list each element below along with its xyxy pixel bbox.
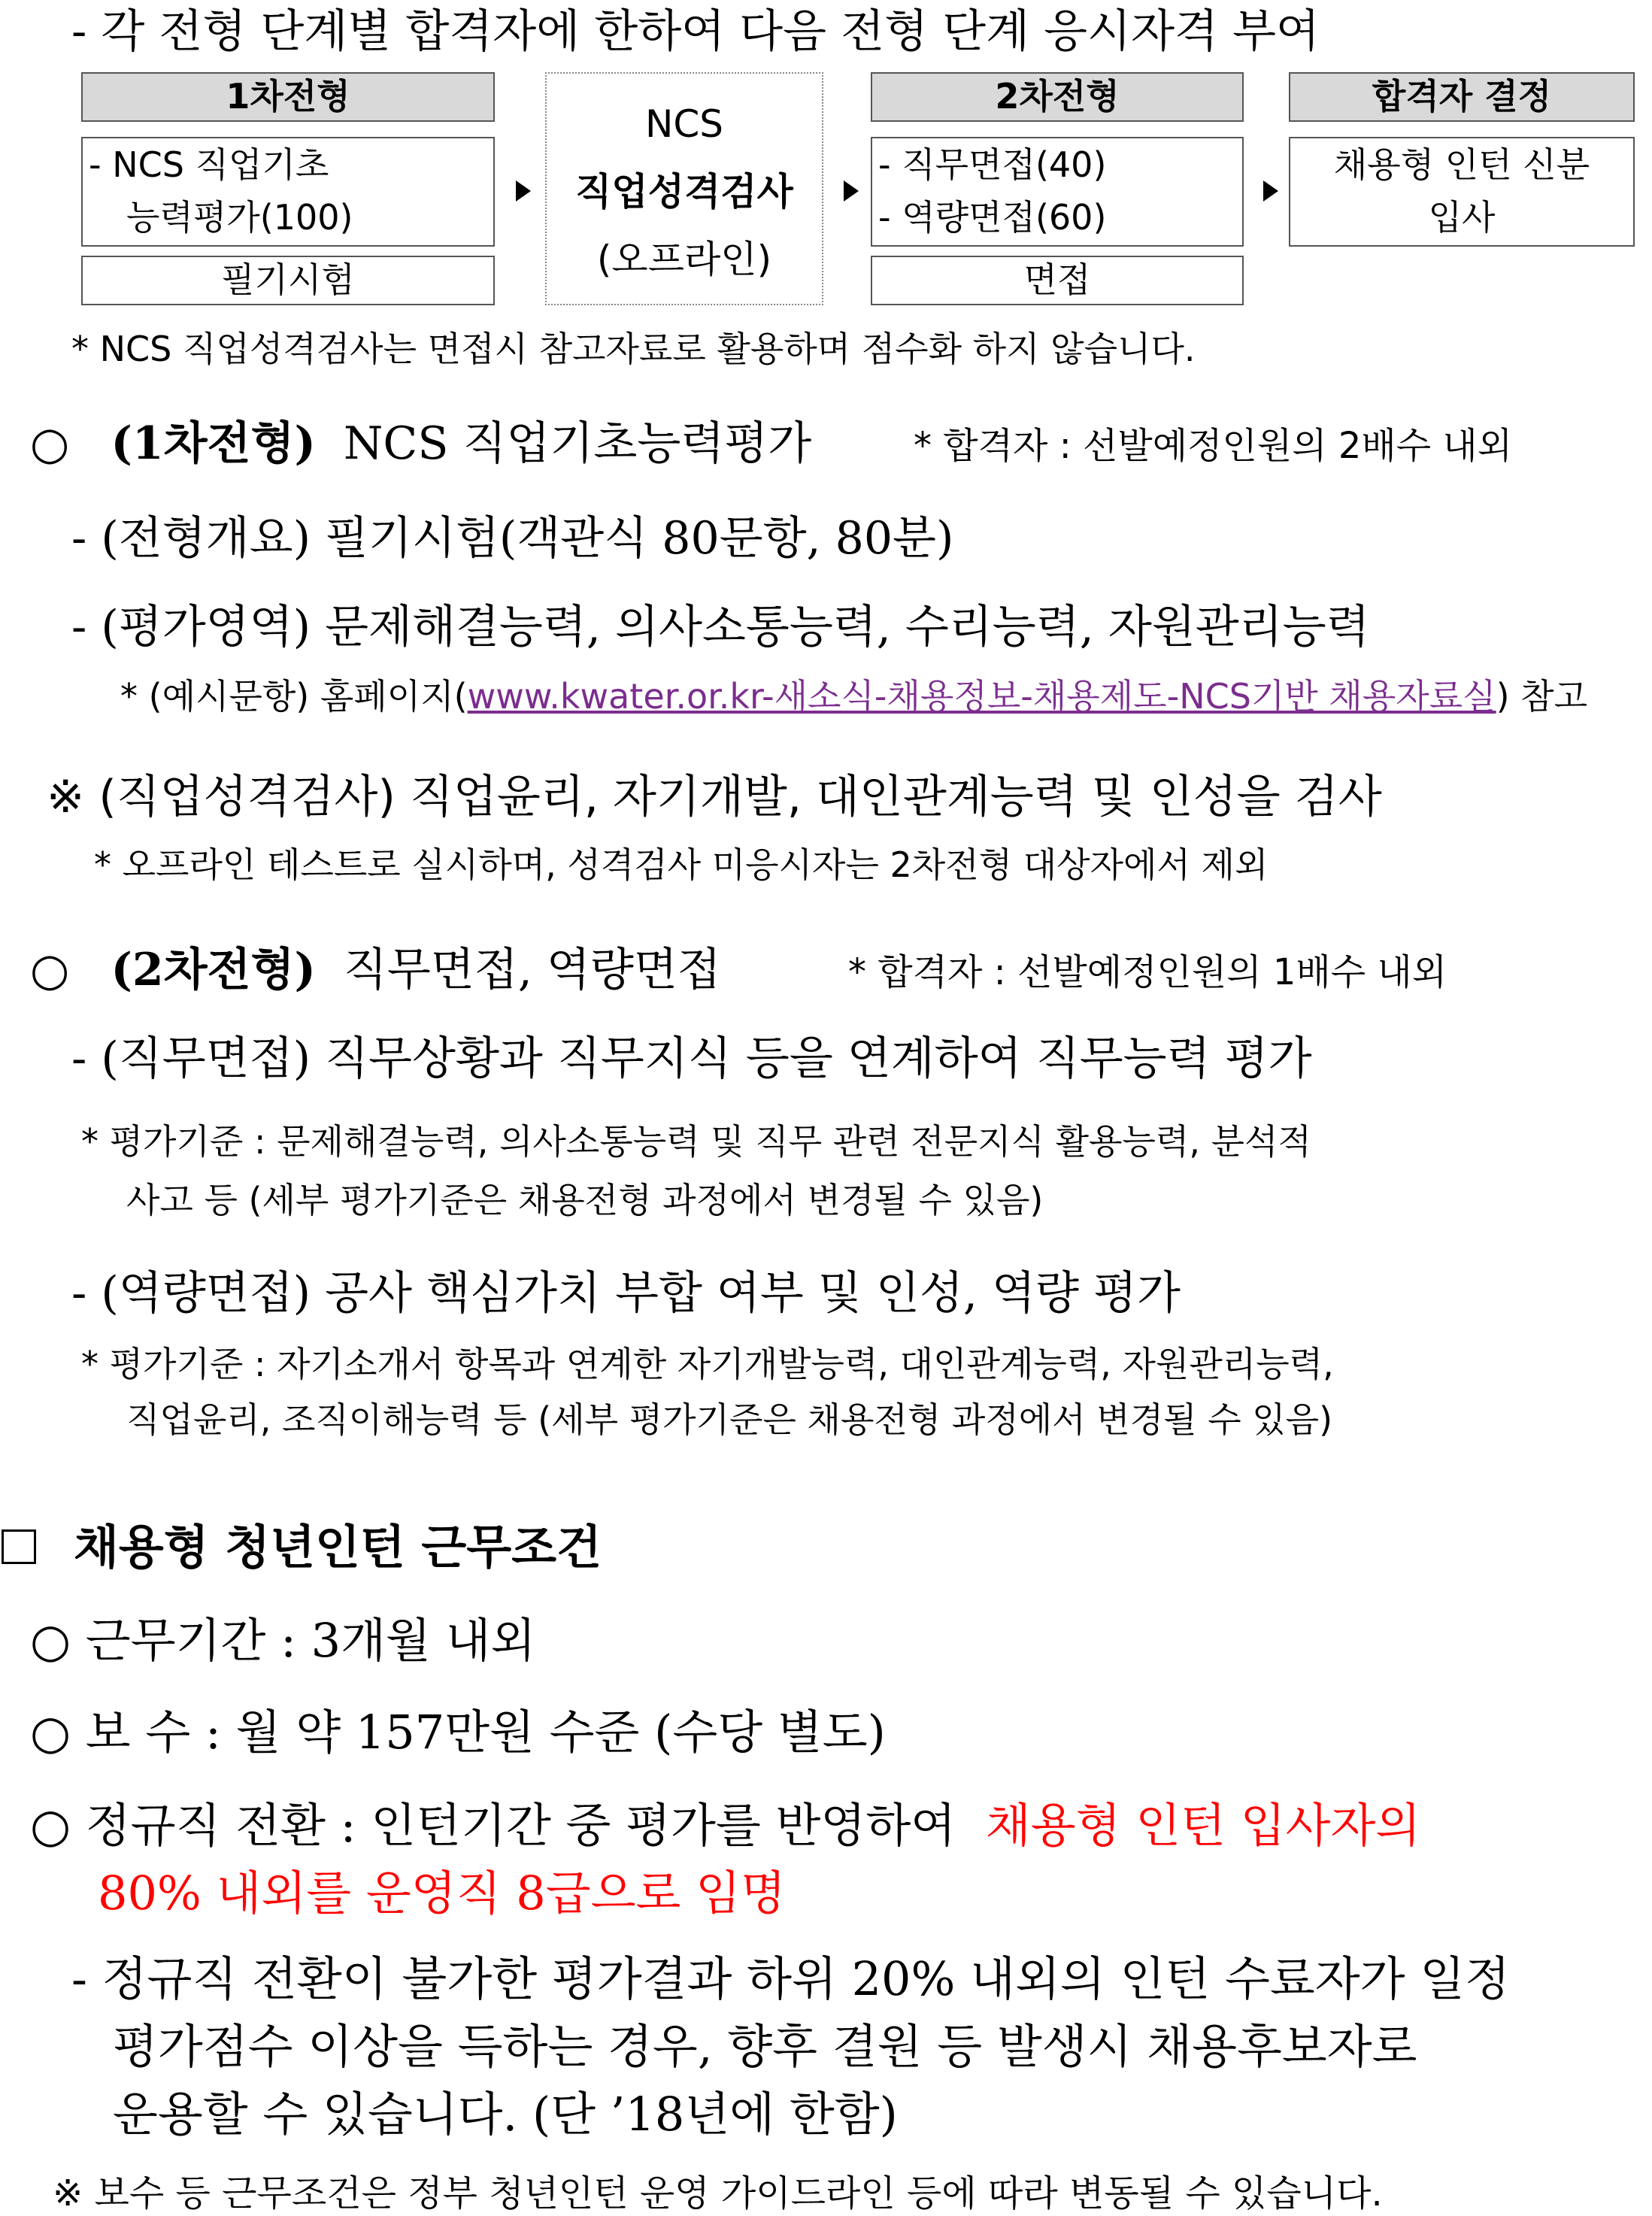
stage2-content: [871, 137, 1244, 247]
s2-note: * 합격자 : 선발예정인원의 1배수 내외: [848, 951, 1447, 993]
arrow-right-icon: [844, 180, 859, 202]
s1-note: * 합격자 : 선발예정인원의 2배수 내외: [914, 425, 1513, 467]
bullet-circle: ○: [30, 944, 70, 996]
s1-example: [120, 669, 1587, 719]
stage1-line1: - NCS 직업기초: [89, 144, 329, 185]
s2-title: (2차전형): [111, 944, 316, 996]
s2-comp: - (역량면접) 공사 핵심가치 부합 여부 및 인성, 역량 평가: [71, 1267, 1181, 1320]
stage1-line2: 능력평가(100): [126, 197, 353, 238]
conversion-emphasis-2: 80% 내외를 운영직 8급으로 임명: [98, 1866, 786, 1920]
conversion-emphasis-1: 채용형 인턴 입사자의: [985, 1798, 1421, 1853]
intro-line: - 각 전형 단계별 합격자에 한하여 다음 전형 단계 응시자격 부여: [71, 5, 1320, 58]
conditions-title: 채용형 청년인턴 근무조건: [74, 1520, 602, 1575]
stage2-footer: 면접: [871, 256, 1244, 305]
s1-example-suffix: ) 참고: [1496, 676, 1588, 717]
ncs-line1: NCS: [644, 102, 724, 146]
s1-example-prefix: * (예시문항) 홈페이지(: [120, 676, 468, 717]
conditions-sub-2: 평가점수 이상을 득하는 경우, 향후 결원 등 발생시 채용후보자로: [113, 2019, 1417, 2074]
s2-heading: [30, 934, 721, 999]
s1-areas: - (평가영역) 문제해결능력, 의사소통능력, 수리능력, 자원관리능력: [71, 601, 1370, 653]
s2-title-rest: 직무면접, 역량면접: [343, 944, 721, 996]
conversion-prefix: ○ 정규직 전환 : 인턴기간 중 평가를 반영하여: [30, 1798, 956, 1853]
s2-job-criteria-1: * 평가기준 : 문제해결능력, 의사소통능력 및 직무 관련 전문지식 활용능력, 분석적: [81, 1121, 1311, 1162]
s1-title-rest: NCS 직업기초능력평가: [343, 417, 812, 470]
ncs-line2: 직업성격검사: [575, 170, 793, 214]
personality-line: ※ (직업성격검사) 직업윤리, 자기개발, 대인관계능력 및 인성을 검사: [47, 771, 1382, 823]
final-line2: 입사: [1428, 197, 1496, 238]
conditions-period: ○ 근무기간 : 3개월 내외: [30, 1613, 536, 1668]
conditions-footnote: ※ 보수 등 근무조건은 정부 청년인턴 운영 가이드라인 등에 따라 변동될 수 있습니다.: [53, 2172, 1383, 2214]
checkbox-square-icon: [2, 1529, 36, 1564]
s1-title: (1차전형): [111, 417, 316, 470]
stage1-footer: 필기시험: [81, 256, 495, 305]
stage1-header: 1차전형: [81, 72, 495, 122]
final-content: [1289, 137, 1635, 247]
conditions-conversion: [30, 1788, 1420, 1855]
s2-job-criteria-2: 사고 등 (세부 평가기준은 채용전형 과정에서 변경될 수 있음): [126, 1180, 1044, 1220]
s1-overview: - (전형개요) 필기시험(객관식 80문항, 80분): [71, 512, 954, 565]
ncs-personality-test-box: [545, 72, 823, 305]
bullet-circle: ○: [30, 417, 70, 470]
arrow-right-icon: [1263, 180, 1278, 202]
conditions-pay: ○ 보 수 : 월 약 157만원 수준 (수당 별도): [30, 1705, 886, 1760]
s1-heading: [30, 408, 811, 472]
stage2-line1: - 직무면접(40): [878, 144, 1107, 185]
s2-comp-criteria-2: 직업윤리, 조직이해능력 등 (세부 평가기준은 채용전형 과정에서 변경될 수 있음): [126, 1399, 1333, 1440]
stage2-line2: - 역량면접(60): [878, 197, 1107, 238]
personality-note: * 오프라인 테스트로 실시하며, 성격검사 미응시자는 2차전형 대상자에서 제외: [94, 844, 1269, 885]
s2-comp-criteria-1: * 평가기준 : 자기소개서 항목과 연계한 자기개발능력, 대인관계능력, 자원관리능력,: [81, 1344, 1334, 1384]
conditions-sub-3: 운용할 수 있습니다. (단 ’18년에 한함): [113, 2087, 898, 2142]
flow-note: * NCS 직업성격검사는 면접시 참고자료로 활용하며 점수화 하지 않습니다.: [71, 329, 1196, 369]
example-questions-link[interactable]: www.kwater.or.kr-새소식-채용정보-채용제도-NCS기반 채용자료실: [467, 676, 1496, 717]
arrow-right-icon: [516, 180, 531, 202]
stage1-content: [81, 137, 495, 247]
ncs-line3: (오프라인): [596, 238, 772, 281]
s2-job: - (직무면접) 직무상황과 직무지식 등을 연계하여 직무능력 평가: [71, 1032, 1312, 1085]
stage2-header: 2차전형: [871, 72, 1244, 122]
conditions-sub-1: - 정규직 전환이 불가한 평가결과 하위 20% 내외의 인턴 수료자가 일정: [71, 1951, 1511, 2006]
final-header: 합격자 결정: [1289, 72, 1635, 122]
final-line1: 채용형 인턴 신분: [1333, 144, 1590, 185]
